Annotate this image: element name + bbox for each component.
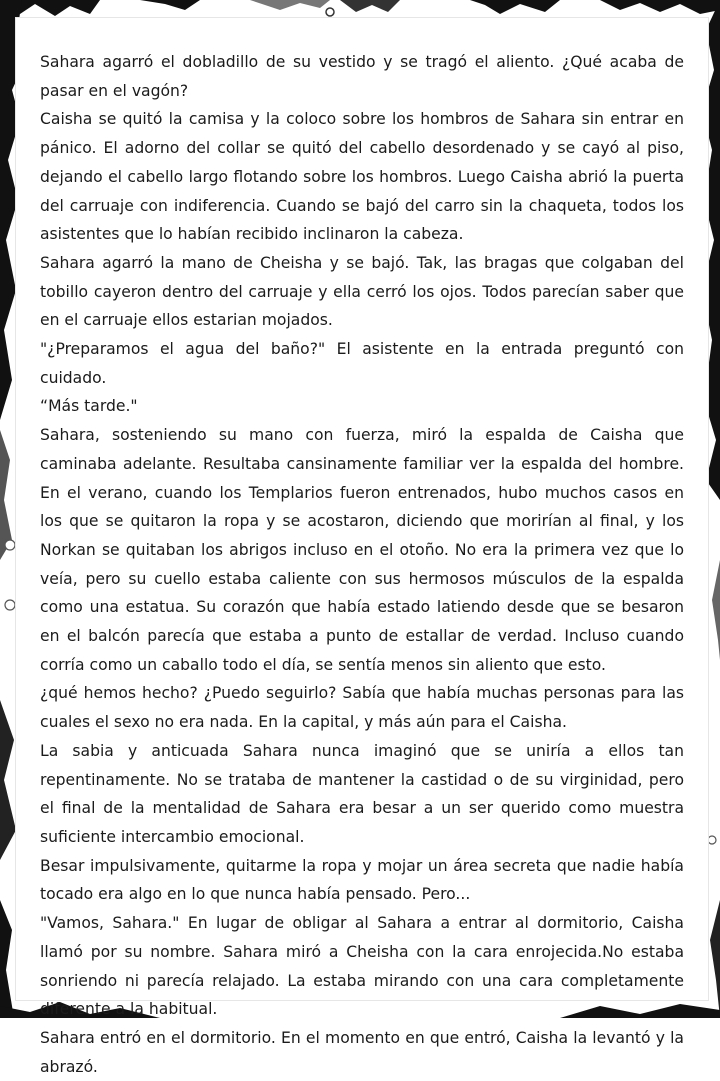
story-text (40, 48, 684, 1081)
paragraph: Sahara agarró el dobladillo de su vestido y se tragó el aliento. ¿Qué acaba de pasar en el vagón? (40, 53, 684, 100)
paragraph: La sabia y anticuada Sahara nunca imaginó que se uniría a ellos tan repentinamente. No se trataba de mantener la castidad o de su virginidad, pero el final de la mentalidad de Sahara era besar a un ser querido como muestra suficiente intercambio emocional. (40, 741, 684, 846)
paragraph: ¿qué hemos hecho? ¿Puedo seguirlo? Sabía que había muchas personas para las cuales el sexo no era nada. En la capital, y más aún para el Caisha. (40, 684, 684, 732)
paragraph: "Vamos, Sahara." En lugar de obligar al Sahara a entrar al dormitorio, Caisha llamó por su nombre. Sahara miró a Cheisha con la cara enrojecida.No estaba sonriendo ni parecía relajado. La estaba mirando con una cara completamente diferente a la habitual. (40, 914, 684, 1019)
paragraph: Sahara entró en el dormitorio. En el momento en que entró, Caisha la levantó y la abrazó. (40, 1028, 684, 1076)
paragraph: Caisha se quitó la camisa y la coloco sobre los hombros de Sahara sin entrar en pánico. El adorno del collar se quitó del cabello desordenado y se cayó al piso, dejando el cabello largo flotando sobre los hombros. Luego Caisha abrió la puerta del carruaje con indiferencia. Cuando se bajó del carro sin la chaqueta, todos los asistentes que lo habían recibido inclinaron la cabeza. (40, 110, 684, 244)
paragraph: “Más tarde." (40, 397, 138, 416)
paragraph: Sahara agarró la mano de Cheisha y se bajó. Tak, las bragas que colgaban del tobillo cayeron dentro del carruaje y ella cerró los ojos. Todos parecían saber que en el carruaje ellos estarian mojados. (40, 253, 684, 330)
paragraph: "¿Preparamos el agua del baño?" El asistente en la entrada preguntó con cuidado. (40, 340, 684, 387)
paragraph: Besar impulsivamente, quitarme la ropa y mojar un área secreta que nadie había tocado era algo en lo que nunca había pensado. Pero... (40, 856, 684, 904)
paragraph: Sahara, sosteniendo su mano con fuerza, miró la espalda de Caisha que caminaba adelante. Resultaba cansinamente familiar ver la espalda del hombre. En el verano, cuando los Templarios fueron entrenados, hubo muchos casos en los que se quitaron la ropa y se acostaron, diciendo que morirían al final, y los Norkan se quitaban los abrigos incluso en el otoño. No era la primera vez que lo veía, pero su cuello estaba caliente con sus hermosos músculos de la espalda como una estatua. Su corazón que había estado latiendo desde que se besaron en el balcón parecía que estaba a punto de estallar de verdad. Incluso cuando corría como un caballo todo el día, se sentía menos sin aliento que esto. (40, 426, 684, 674)
